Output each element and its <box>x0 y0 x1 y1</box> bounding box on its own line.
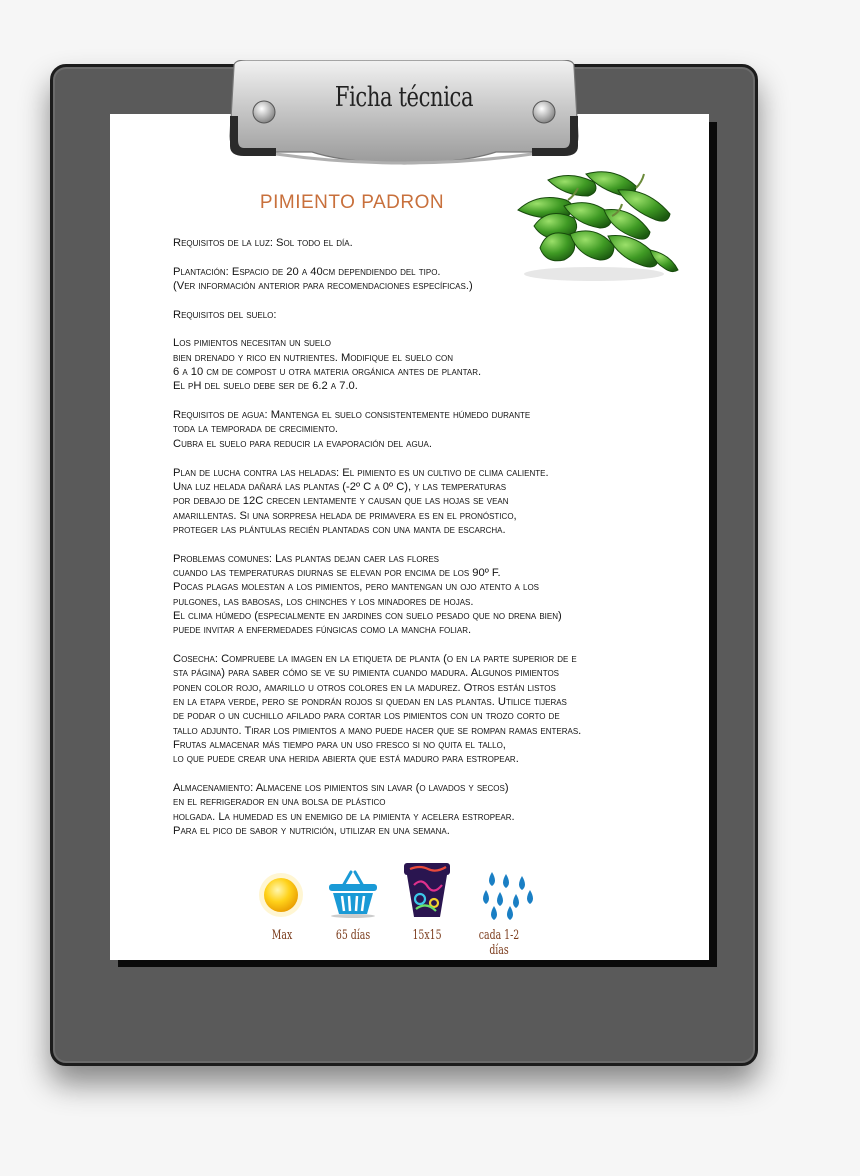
text-line: El pH del suelo debe ser de 6.2 a 7.0. <box>173 380 358 393</box>
water-drops-icon <box>478 870 536 920</box>
text-line: Los pimientos necesitan un suelo <box>173 337 331 350</box>
text-line: Requisitos de la luz: Sol todo el día. <box>173 237 353 249</box>
text-line: Problemas comunes: Las plantas dejan caer las flores <box>173 552 440 565</box>
text-line: proteger las plántulas recién plantadas con una manta de escarcha. <box>173 523 506 536</box>
clip-title: Ficha técnica <box>334 82 474 113</box>
basket-label: 65 días <box>335 928 371 943</box>
text-line: tallo adjunto. Tirar los pimientos a mano puede hacer que se rompan ramas enteras. <box>173 724 582 737</box>
basket-icon <box>327 866 379 918</box>
text-line: Requisitos de agua: Mantenga el suelo consistentemente húmedo durante <box>173 409 531 422</box>
text-line: bien drenado y rico en nutrientes. Modifique el suelo con <box>173 351 453 364</box>
clipboard-clip <box>226 60 582 166</box>
text-line: Cosecha: Compruebe la imagen en la etiqueta de planta (o en la parte superior de e <box>173 652 577 665</box>
text-line: Plan de lucha contra las heladas: El pimiento es un cultivo de clima caliente. <box>173 466 549 479</box>
spec-paragraph <box>173 652 733 767</box>
text-line: por debajo de 12C crecen lentamente y causan que las hojas se vean <box>173 495 509 508</box>
spec-paragraph <box>173 308 733 322</box>
spec-content <box>173 236 733 853</box>
text-line: cuando las temperaturas diurnas se elevan por encima de los 90º F. <box>173 566 501 579</box>
text-line: toda la temporada de crecimiento. <box>173 423 339 436</box>
sun-icon <box>258 872 304 918</box>
clip-shape <box>226 60 582 166</box>
text-line: holgada. La humedad es un enemigo de la pimienta y acelera estropear. <box>173 810 515 823</box>
text-line: Almacenamiento: Almacene los pimientos sin lavar (o lavados y secos) <box>173 782 509 795</box>
text-line: (Ver información anterior para recomendaciones específicas.) <box>173 280 473 293</box>
pot-label: 15x15 <box>412 928 442 943</box>
pot-icon <box>402 861 452 919</box>
text-line: en la etapa verde, pero se pondrán rojos si quedan en las plantas. Utilice tijeras <box>173 696 567 708</box>
text-line: sta página) para saber cómo se ve su pimienta cuando madura. Algunos pimientos <box>173 667 559 680</box>
spec-paragraph <box>173 336 733 393</box>
text-line: en el refrigerador en una bolsa de plástico <box>173 796 386 809</box>
page-title: PIMIENTO PADRON <box>259 192 445 213</box>
spec-paragraph <box>173 408 733 451</box>
text-line: Cubra el suelo para reducir la evaporación del agua. <box>173 437 432 450</box>
text-line: lo que puede crear una herida abierta que está maduro para estropear. <box>173 753 519 766</box>
sun-label: Max <box>271 928 293 943</box>
text-line: Requisitos del suelo: <box>173 308 277 321</box>
text-line: Frutas almacenar más tiempo para un uso fresco si no quita el tallo, <box>173 739 506 752</box>
text-line: Plantación: Espacio de 20 a 40cm dependiendo del tipo. <box>173 265 441 278</box>
text-line: Para el pico de sabor y nutrición, utilizar en una semana. <box>173 825 450 838</box>
text-line: El clima húmedo (especialmente en jardines con suelo pesado que no drena bien) <box>173 609 562 622</box>
spec-paragraph <box>173 781 733 838</box>
spec-paragraph <box>173 265 733 294</box>
text-line: puede invitar a enfermedades fúngicas como la mancha foliar. <box>173 624 472 637</box>
spec-paragraph <box>173 466 733 538</box>
text-line: pulgones, las babosas, los chinches y los minadores de hojas. <box>173 595 474 608</box>
water-label: cada 1-2 días <box>478 928 520 958</box>
text-line: Pocas plagas molestan a los pimientos, pero mantengan un ojo atento a los <box>173 581 540 594</box>
text-line: Una luz helada dañará las plantas (-2º C a 0º C), y las temperaturas <box>173 480 507 493</box>
spec-paragraph <box>173 552 733 638</box>
text-line: ponen color rojo, amarillo u otros colores en la madurez. Otros están listos <box>173 681 556 694</box>
text-line: amarillentas. Si una sorpresa helada de primavera es en el pronóstico, <box>173 509 517 522</box>
text-line: 6 a 10 cm de compost u otra materia orgánica antes de plantar. <box>173 366 482 379</box>
text-line: de podar o un cuchillo afilado para cortar los pimientos con un trozo corto de <box>173 710 560 723</box>
spec-paragraph <box>173 236 733 250</box>
